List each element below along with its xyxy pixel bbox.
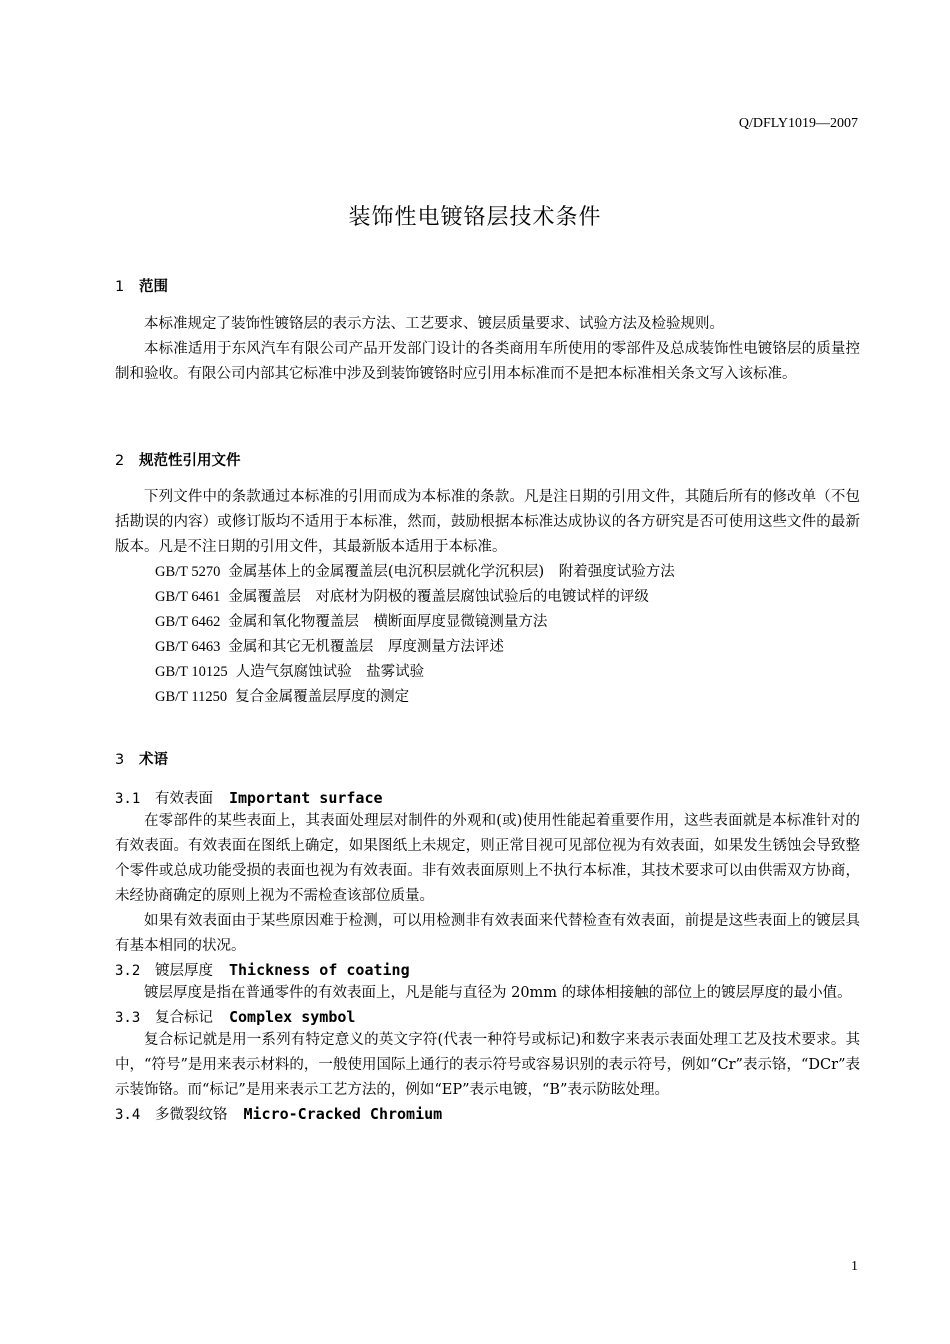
term-number: 3.2: [115, 963, 141, 979]
reference-item: [115, 560, 860, 585]
term-name-cn: 有效表面: [155, 791, 213, 807]
reference-item: [115, 635, 860, 660]
reference-name: 金属和其它无机覆盖层 厚度测量方法评述: [228, 639, 504, 655]
paragraph: 镀层厚度是指在普通零件的有效表面上，凡是能与直径为 20mm 的球体相接触的部位上的镀层厚度的最小值。: [144, 985, 852, 1001]
reference-code: GB/T 6463: [155, 639, 221, 655]
term-name-en: Complex symbol: [229, 1008, 356, 1026]
term-name-cn: 镀层厚度: [155, 963, 213, 979]
paragraph: 本标准适用于东风汽车有限公司产品开发部门设计的各类商用车所使用的零部件及总成装饰性电镀铬层的质量控制和验收。有限公司内部其它标准中涉及到装饰镀铬时应引用本标准而不是把本标准相关条文写入该标准。: [115, 341, 860, 382]
reference-name: 人造气氛腐蚀试验 盐雾试验: [235, 664, 425, 680]
term-name-en: Important surface: [229, 789, 383, 807]
term-name-cn: 复合标记: [155, 1010, 213, 1026]
reference-item: [115, 660, 860, 685]
reference-code: GB/T 5270: [155, 564, 221, 580]
section-title: 范围: [139, 279, 168, 295]
reference-list: [115, 560, 860, 710]
reference-item: [115, 610, 860, 635]
term-heading: [115, 1103, 860, 1125]
section-terms-body: [115, 787, 860, 1125]
reference-name: 复合金属覆盖层厚度的测定: [235, 689, 410, 705]
section-heading: [115, 277, 860, 297]
section-number: 2: [115, 453, 125, 469]
section-number: 3: [115, 752, 125, 768]
reference-code: GB/T 11250: [155, 689, 228, 705]
term-number: 3.3: [115, 1010, 141, 1026]
page-number: 1: [851, 1259, 858, 1274]
reference-code: GB/T 6462: [155, 614, 221, 630]
term-name-cn: 多微裂纹铬: [155, 1107, 228, 1123]
term-number: 3.1: [115, 791, 141, 807]
paragraph: 如果有效表面由于某些原因难于检测，可以用检测非有效表面来代替检查有效表面，前提是这些表面上的镀层具有基本相同的状况。: [115, 913, 860, 954]
section-refs: [115, 451, 860, 471]
document-title: 装饰性电镀铬层技术条件: [348, 205, 602, 230]
section-terms: [115, 750, 860, 770]
section-number: 1: [115, 279, 125, 295]
reference-item: [115, 685, 860, 710]
section-title: 规范性引用文件: [139, 453, 241, 469]
term-number: 3.4: [115, 1107, 141, 1123]
document-id: Q/DFLY1019—2007: [738, 116, 858, 131]
paragraph: 下列文件中的条款通过本标准的引用而成为本标准的条款。凡是注日期的引用文件，其随后所有的修改单（不包括勘误的内容）或修订版均不适用于本标准，然而，鼓励根据本标准达成协议的各方研究是否可使用这些文件的最新版本。凡是不注日期的引用文件，其最新版本适用于本标准。: [115, 489, 860, 555]
section-scope-body: [115, 312, 860, 387]
reference-name: 金属和氧化物覆盖层 横断面厚度显微镜测量方法: [228, 614, 548, 630]
term-name-en: Micro-Cracked Chromium: [243, 1105, 443, 1123]
section-refs-body: [115, 485, 860, 710]
term-heading: [115, 959, 860, 981]
section-heading: [115, 750, 860, 770]
term-name-en: Thickness of coating: [229, 961, 410, 979]
reference-name: 金属覆盖层 对底材为阴极的覆盖层腐蚀试验后的电镀试样的评级: [228, 589, 649, 605]
term-heading: [115, 787, 860, 809]
paragraph: 在零部件的某些表面上，其表面处理层对制件的外观和(或)使用性能起着重要作用，这些表面就是本标准针对的有效表面。有效表面在图纸上确定，如果图纸上未规定，则正常目视可见部位视为有效表面，如果发生锈蚀会导致整个零件或总成功能受损的表面也视为有效表面。非有效表面原则上不执行本标准，其技术要求可以由供需双方协商，未经协商确定的原则上视为不需检查该部位质量。: [115, 813, 860, 904]
reference-name: 金属基体上的金属覆盖层(电沉积层就化学沉积层) 附着强度试验方法: [228, 564, 675, 580]
term-heading: [115, 1006, 860, 1028]
section-title: 术语: [139, 752, 168, 768]
reference-code: GB/T 10125: [155, 664, 228, 680]
paragraph: 本标准规定了装饰性镀铬层的表示方法、工艺要求、镀层质量要求、试验方法及检验规则。: [144, 316, 724, 332]
section-scope: [115, 277, 860, 297]
reference-code: GB/T 6461: [155, 589, 221, 605]
section-heading: [115, 451, 860, 471]
reference-item: [115, 585, 860, 610]
paragraph: 复合标记就是用一系列有特定意义的英文字符(代表一种符号或标记)和数字来表示表面处理工艺及技术要求。其中，“符号”是用来表示材料的，一般使用国际上通行的表示符号或容易识别的表示符号，例如“Cr”表示铬，“DCr”表示装饰铬。而“标记”是用来表示工艺方法的，例如“EP”表示电镀，“B”表示防眩处理。: [115, 1032, 860, 1098]
